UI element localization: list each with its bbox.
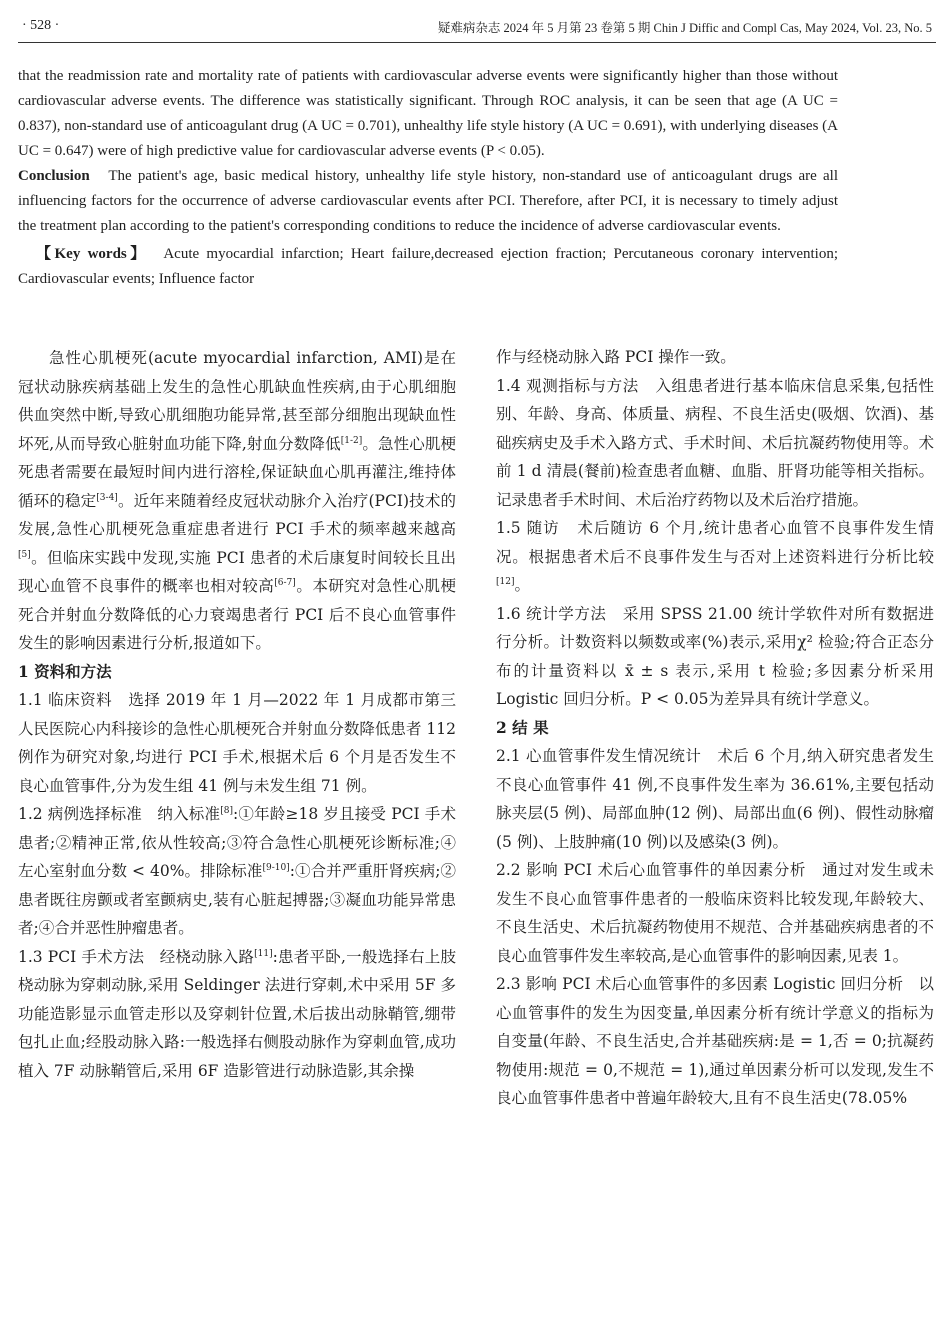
section-1-4-title: 1.4 观测指标与方法	[496, 376, 639, 395]
citation: [9-10]	[262, 862, 290, 873]
right-column	[496, 343, 934, 1113]
citation: [12]	[496, 576, 515, 587]
citation: [6-7]	[274, 577, 296, 588]
keywords	[18, 242, 838, 292]
keywords-text: Acute myocardial infarction; Heart failure,decreased ejection fraction; Percutaneous coronary intervention; Cardiovascular events; Influence factor	[18, 246, 839, 287]
citation: [11]	[254, 948, 273, 959]
citation: [1-2]	[340, 435, 363, 446]
section-1-5: 1.5 随访 术后随访 6 个月,统计患者心血管不良事件发生情况。根据患者术后不良事件发生与否对上述资料进行分析比较[12]。	[496, 519, 934, 594]
section-1-1: 1.1 临床资料 选择 2019 年 1 月—2022 年 1 月成都市第三人民医院心内科接诊的急性心肌梗死合并射血分数降低患者 112 例作为研究对象,均进行 PCI 手术,根据术后 6 个月是否发生不良心血管事件,分为发生组 41 例与未发生组 71 例。	[18, 691, 457, 795]
section-heading-methods: 1 资料和方法	[18, 661, 112, 681]
section-1-2-title: 1.2 病例选择标准	[18, 805, 142, 823]
citation: [8]	[220, 805, 233, 816]
page-header	[0, 0, 950, 46]
section-1-3: 1.3 PCI 手术方法 经桡动脉入路[11]:患者平卧,一般选择右上肢桡动脉为穿刺动脉,采用 Seldinger 法进行穿刺,术中采用 5F 多功能造影显示血管走形以及穿刺针位置,术后拔出动脉鞘管,绷带包扎止血;经股动脉入路:一般选择右侧股动脉作为穿刺血管,成功植入 7F 动脉鞘管后,采用 6F 造影管进行动脉造影,其余操	[18, 947, 456, 1080]
section-1-3-title: 1.3 PCI 手术方法	[18, 947, 145, 966]
section-1-6: 1.6 统计学方法 采用 SPSS 21.00 统计学软件对所有数据进行分析。计数资料以频数或率(%)表示,采用χ² 检验;符合正态分布的计量资料以 x̄ ± s 表示,采用 t 检验;多因素分析采用 Logistic 回归分析。P < 0.05为差异具有统计学意义。	[496, 604, 935, 708]
english-abstract	[18, 64, 838, 292]
section-2-2: 2.2 影响 PCI 术后心血管事件的单因素分析 通过对发生或未发生不良心血管事件患者的一般临床资料比较发现,年龄较大、不良生活史、术后抗凝药物使用不规范、合并基础疾病患者的不良心血管事件发生率较高,是心血管事件的影响因素,见表 1。	[496, 861, 934, 965]
page-number: · 528 ·	[22, 18, 60, 33]
keywords-label: 【Key words】	[36, 246, 149, 262]
section-1-1-title: 1.1 临床资料	[18, 691, 113, 709]
citation: [5]	[18, 549, 31, 560]
section-2-3-title: 2.3 影响 PCI 术后心血管事件的多因素 Logistic 回归分析	[496, 975, 904, 993]
section-2-1-title: 2.1 心血管事件发生情况统计	[496, 747, 702, 765]
section-1-2: 1.2 病例选择标准 纳入标准[8]:①年龄≥18 岁且接受 PCI 手术患者;②精神正常,依从性较高;③符合急性心肌梗死诊断标准;④左心室射血分数 < 40%。排除标准[9-10]:①合并严重肝肾疾病;②患者既往房颤或者室颤病史,装有心脏起搏器;③凝血功能异常患者;④合并恶性肿瘤患者。	[18, 805, 456, 937]
section-1-5-title: 1.5 随访	[496, 519, 560, 537]
section-heading-results: 2 结 果	[496, 717, 549, 737]
journal-citation: 疑难病杂志 2024 年 5 月第 23 卷第 5 期 Chin J Diffic and Compl Cas, May 2024, Vol. 23, No. 5	[437, 21, 932, 35]
section-2-1: 2.1 心血管事件发生情况统计 术后 6 个月,纳入研究患者发生不良心血管事件 41 例,不良事件发生率为 36.61%,主要包括动脉夹层(5 例)、局部血肿(12 例)、局部出血(6 例)、假性动脉瘤(5 例)、上肢肿痛(10 例)以及感染(3 例)。	[496, 747, 934, 851]
section-2-3: 2.3 影响 PCI 术后心血管事件的多因素 Logistic 回归分析 以心血管事件的发生为因变量,单因素分析有统计学意义的指标为自变量(年龄、不良生活史,合并基础疾病:是 = 1,否 = 0;抗凝药物使用:规范 = 0,不规范 = 1),通过单因素分析可以发现,发生不良心血管事件患者中普遍年龄较大,且有不良生活史(78.05%	[496, 975, 935, 1107]
abstract-conclusion	[18, 164, 838, 239]
left-column	[18, 344, 456, 1085]
introduction-paragraph: 急性心肌梗死(acute myocardial infarction, AMI)是在冠状动脉疾病基础上发生的急性心肌缺血性疾病,由于心肌细胞供血突然中断,导致心肌细胞功能异常,甚至部分细胞出现缺血性坏死,从而导致心脏射血功能下降,射血分数降低[1-2]。急性心肌梗死患者需要在最短时间内进行溶栓,保证缺血心肌再灌注,维持体循环的稳定[3-4]。近年来随着经皮冠状动脉介入治疗(PCI)技术的发展,急性心肌梗死急重症患者进行 PCI 手术的频率越来越高[5]。但临床实践中发现,实施 PCI 患者的术后康复时间较长且出现心血管不良事件的概率也相对较高[6-7]。本研究对急性心肌梗死合并射血分数降低的心力衰竭患者行 PCI 后不良心血管事件发生的影响因素进行分析,报道如下。	[18, 349, 456, 652]
citation: [3-4]	[96, 492, 118, 503]
header-rule	[18, 42, 936, 43]
section-1-4: 1.4 观测指标与方法 入组患者进行基本临床信息采集,包括性别、年龄、身高、体质量、病程、不良生活史(吸烟、饮酒)、基础疾病史及手术入路方式、手术时间、术后抗凝药物使用等。术前 1 d 清晨(餐前)检查患者血糖、血脂、肝肾功能等相关指标。记录患者手术时间、术后治疗药物以及术后治疗措施。	[496, 376, 935, 509]
abstract-results-paragraph: that the readmission rate and mortality rate of patients with cardiovascular adverse events were significantly higher than those without cardiovascular adverse events. The difference was statistically significant. Through ROC analysis, it can be seen that age (A UC = 0.837), non-standard use of anticoagulant drug (A UC = 0.701), unhealthy life style history (A UC = 0.691), with underlying diseases (A UC = 0.647) were of high predictive value for cardiovascular adverse events (P < 0.05).	[18, 68, 838, 159]
section-1-3-continued: 作与经桡动脉入路 PCI 操作一致。	[496, 348, 736, 366]
section-1-6-title: 1.6 统计学方法	[496, 604, 607, 623]
section-2-2-title: 2.2 影响 PCI 术后心血管事件的单因素分析	[496, 861, 806, 879]
conclusion-label: Conclusion	[18, 168, 90, 184]
conclusion-text: The patient's age, basic medical history, unhealthy life style history, non-standard use of anticoagulant drugs are all influencing factors for the occurrence of adverse cardiovascular events after PCI. Therefore, after PCI, it is necessary to timely adjust the treatment plan according to the patient's corresponding conditions to reduce the incidence of adverse cardiovascular events.	[18, 168, 838, 234]
